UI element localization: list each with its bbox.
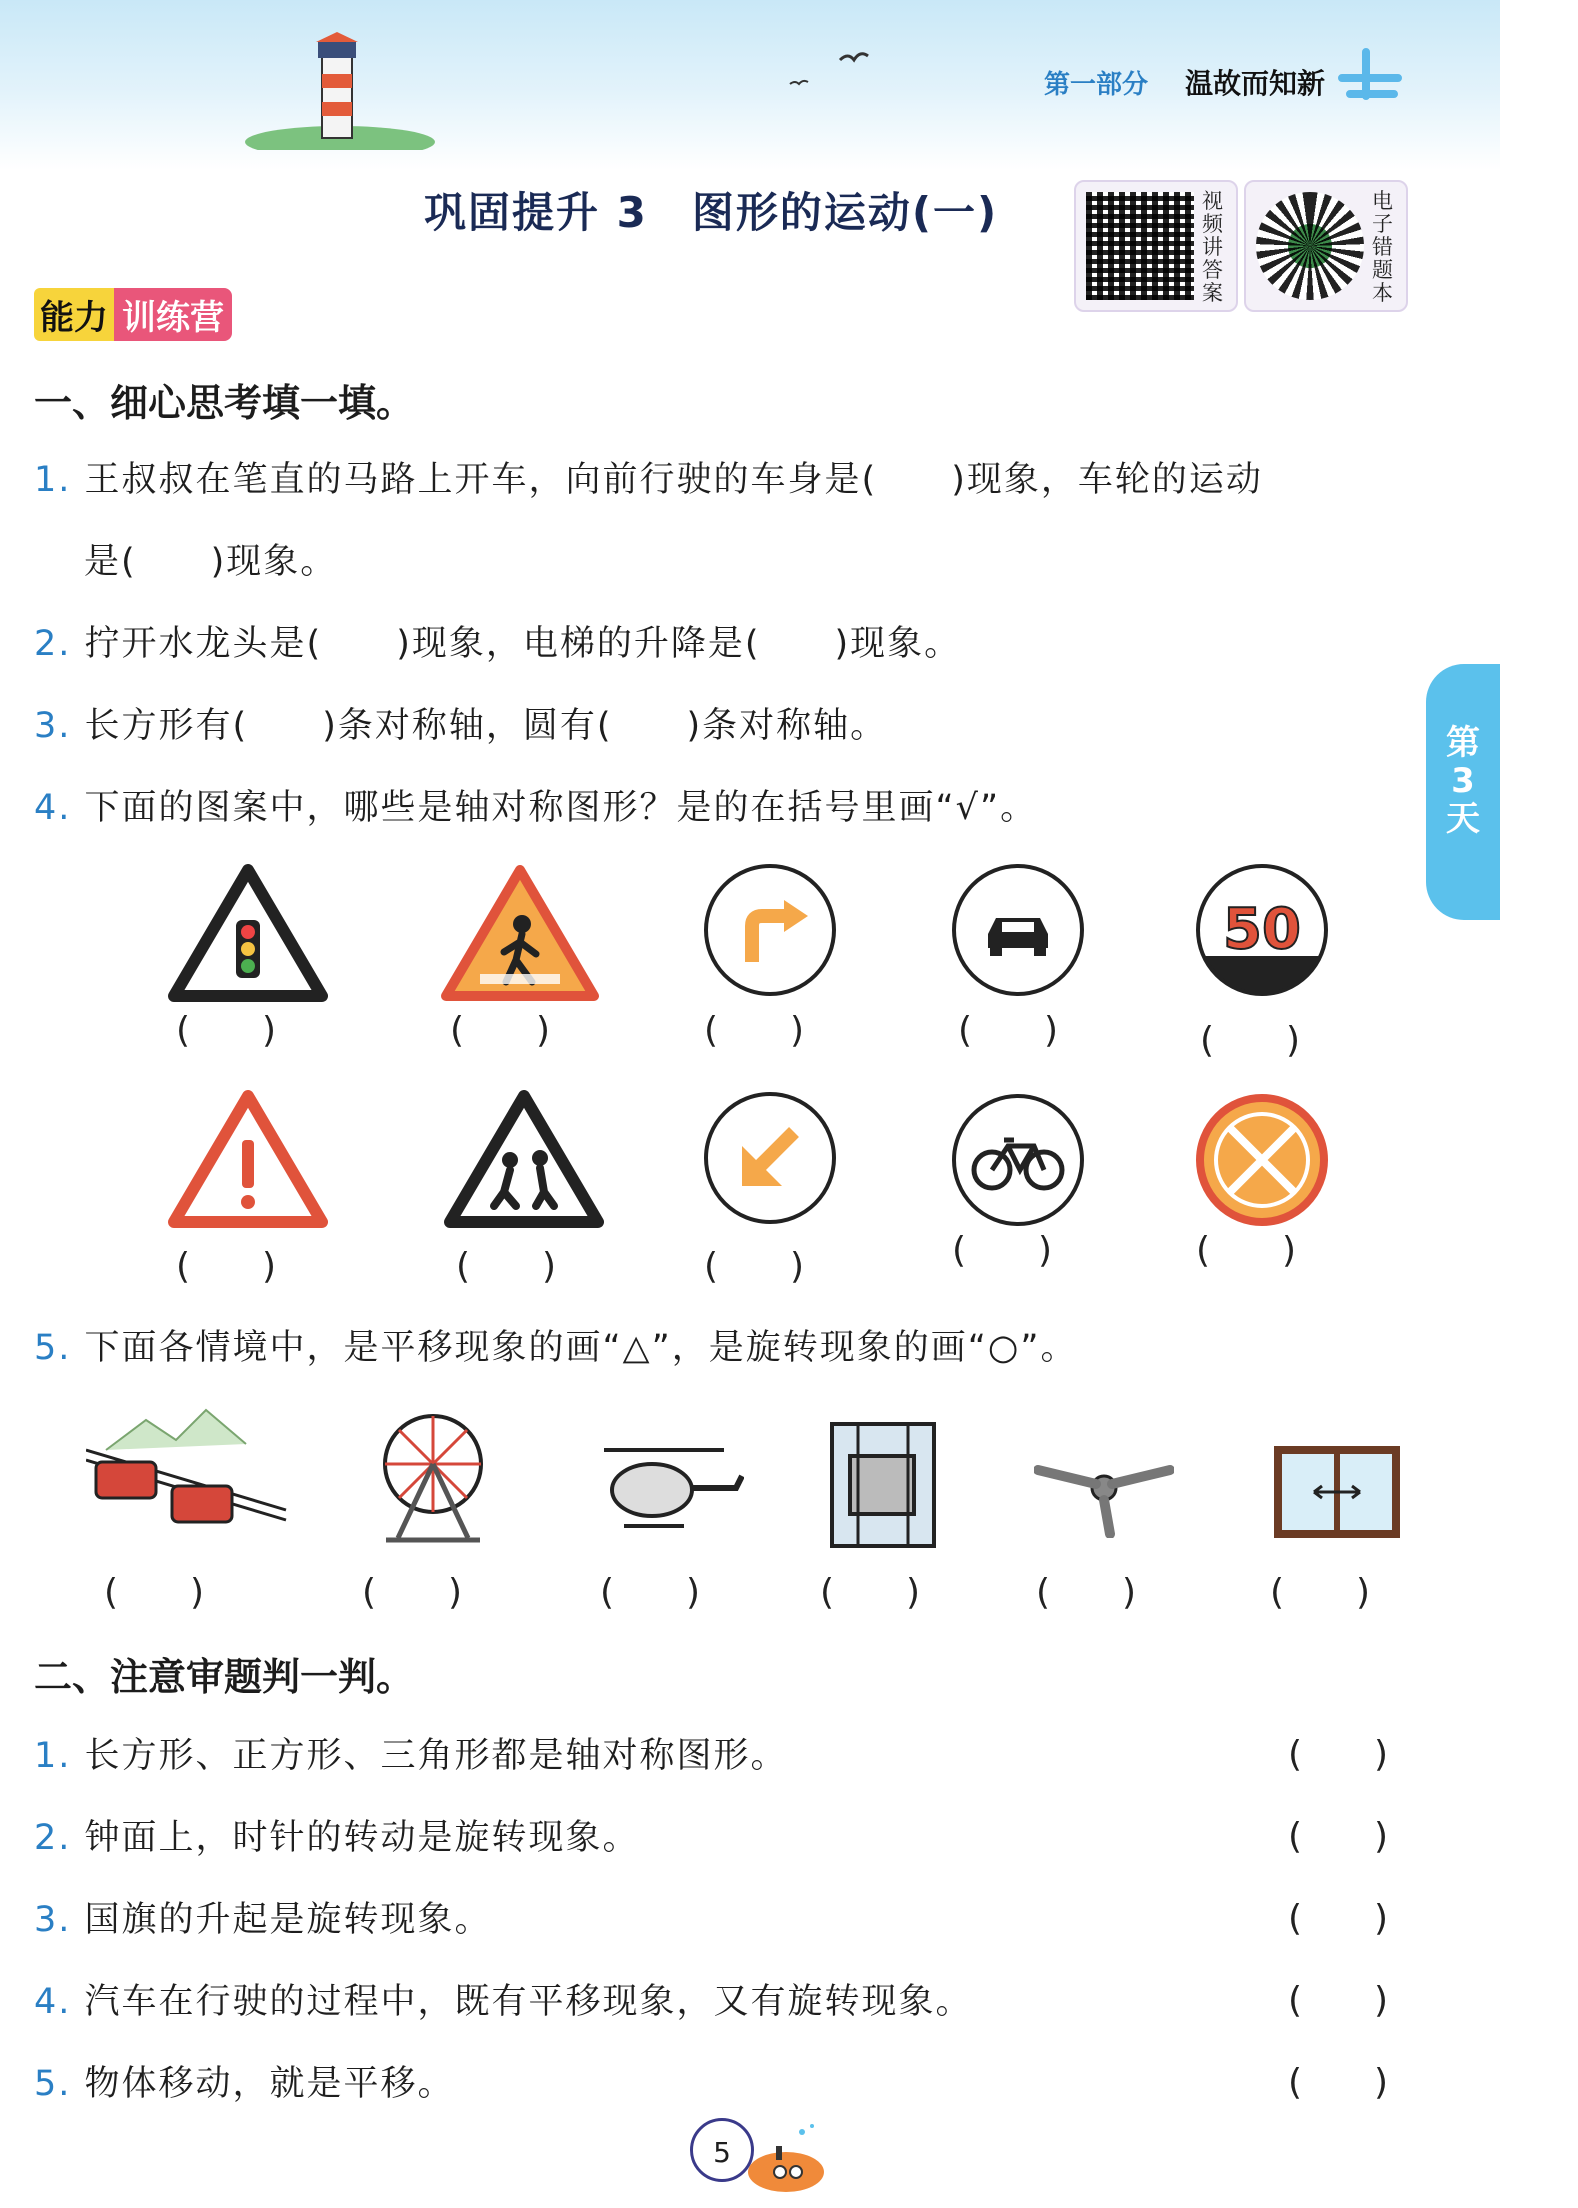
section-tag: 第一部分 [1044, 70, 1149, 100]
error-book-qr[interactable] [1244, 180, 1408, 312]
arrow-down-left-sign-icon [700, 1088, 840, 1228]
mini-program-code-icon [1256, 192, 1364, 300]
bicycle-sign-icon [948, 1090, 1088, 1230]
judge-item-2: 2. 钟面上，时针的转动是旋转现象。 [34, 1818, 640, 1858]
answer-paren[interactable]: ( ) [952, 1230, 1053, 1271]
sliding-window-icon [1274, 1446, 1400, 1538]
answer-paren[interactable]: ( ) [1288, 1980, 1389, 2021]
page-number: 5 [690, 2118, 754, 2182]
pedestrian-crossing-sign-icon [440, 864, 600, 1004]
answer-paren[interactable]: ( ) [104, 1572, 205, 1613]
section-symbol-icon [1336, 44, 1406, 100]
answer-paren[interactable]: ( ) [1288, 1816, 1389, 1857]
answer-paren[interactable]: ( ) [1270, 1572, 1371, 1613]
submarine-icon [740, 2120, 830, 2200]
judge-item-3: 3. 国旗的升起是旋转现象。 [34, 1900, 492, 1940]
judge-item-4: 4. 汽车在行驶的过程中，既有平移现象，又有旋转现象。 [34, 1982, 973, 2022]
training-badge: 能力 训练营 [34, 288, 232, 334]
answer-paren[interactable]: ( ) [176, 1246, 277, 1287]
answer-paren[interactable]: ( ) [1288, 1734, 1389, 1775]
question-2: 2. 拧开水龙头是( )现象，电梯的升降是( )现象。 [34, 624, 962, 664]
qr-code-icon [1086, 192, 1194, 300]
answer-paren[interactable]: ( ) [1036, 1572, 1137, 1613]
cable-car-icon [86, 1400, 296, 1540]
answer-paren[interactable]: ( ) [450, 1010, 551, 1051]
question-1-line2: 是( )现象。 [84, 542, 338, 582]
qr-label: 电子错题本 [1372, 189, 1393, 305]
ferris-wheel-icon [368, 1408, 498, 1548]
judge-item-1: 1. 长方形、正方形、三角形都是轴对称图形。 [34, 1736, 788, 1776]
lighthouse-illustration [240, 30, 440, 150]
question-1-line1: 1. 王叔叔在笔直的马路上开车，向前行驶的车身是( )现象，车轮的运动 [34, 460, 1263, 500]
page-title: 巩固提升 3 图形的运动(一) [424, 188, 999, 237]
question-3: 3. 长方形有( )条对称轴，圆有( )条对称轴。 [34, 706, 888, 746]
answer-paren[interactable]: ( ) [176, 1010, 277, 1051]
birds-icon [780, 40, 880, 100]
section-name: 温故而知新 [1185, 67, 1326, 100]
question-5: 5. 下面各情境中，是平移现象的画“△”，是旋转现象的画“○”。 [34, 1328, 1078, 1368]
answer-paren[interactable]: ( ) [1200, 1020, 1301, 1061]
answer-paren[interactable]: ( ) [704, 1010, 805, 1051]
speed-limit-text: 50 [1223, 897, 1301, 962]
ceiling-fan-icon [1034, 1448, 1174, 1538]
helicopter-icon [594, 1438, 744, 1538]
traffic-light-sign-icon [168, 864, 328, 1004]
children-crossing-sign-icon [444, 1090, 604, 1230]
elevator-icon [828, 1420, 938, 1550]
speed-limit-50-sign-icon [1192, 860, 1332, 1000]
answer-paren[interactable]: ( ) [704, 1246, 805, 1287]
answer-paren[interactable]: ( ) [958, 1010, 1059, 1051]
no-stopping-sign-icon [1192, 1090, 1332, 1230]
warning-exclamation-sign-icon [168, 1090, 328, 1230]
answer-paren[interactable]: ( ) [600, 1572, 701, 1613]
answer-paren[interactable]: ( ) [1288, 2062, 1389, 2103]
answer-paren[interactable]: ( ) [362, 1572, 463, 1613]
turn-right-sign-icon [700, 860, 840, 1000]
answer-paren[interactable]: ( ) [456, 1246, 557, 1287]
question-4: 4. 下面的图案中，哪些是轴对称图形？是的在括号里画“√”。 [34, 788, 1038, 828]
answer-paren[interactable]: ( ) [1288, 1898, 1389, 1939]
section1-heading: 一、细心思考填一填。 [34, 381, 415, 425]
answer-paren[interactable]: ( ) [1196, 1230, 1297, 1271]
section2-heading: 二、注意审题判一判。 [34, 1655, 415, 1699]
judge-item-5: 5. 物体移动，就是平移。 [34, 2064, 455, 2104]
day-tab[interactable]: 第3天 [1426, 664, 1500, 920]
answer-paren[interactable]: ( ) [820, 1572, 921, 1613]
qr-label: 视频讲答案 [1202, 189, 1223, 305]
video-answer-qr[interactable] [1074, 180, 1238, 312]
car-sign-icon [948, 860, 1088, 1000]
